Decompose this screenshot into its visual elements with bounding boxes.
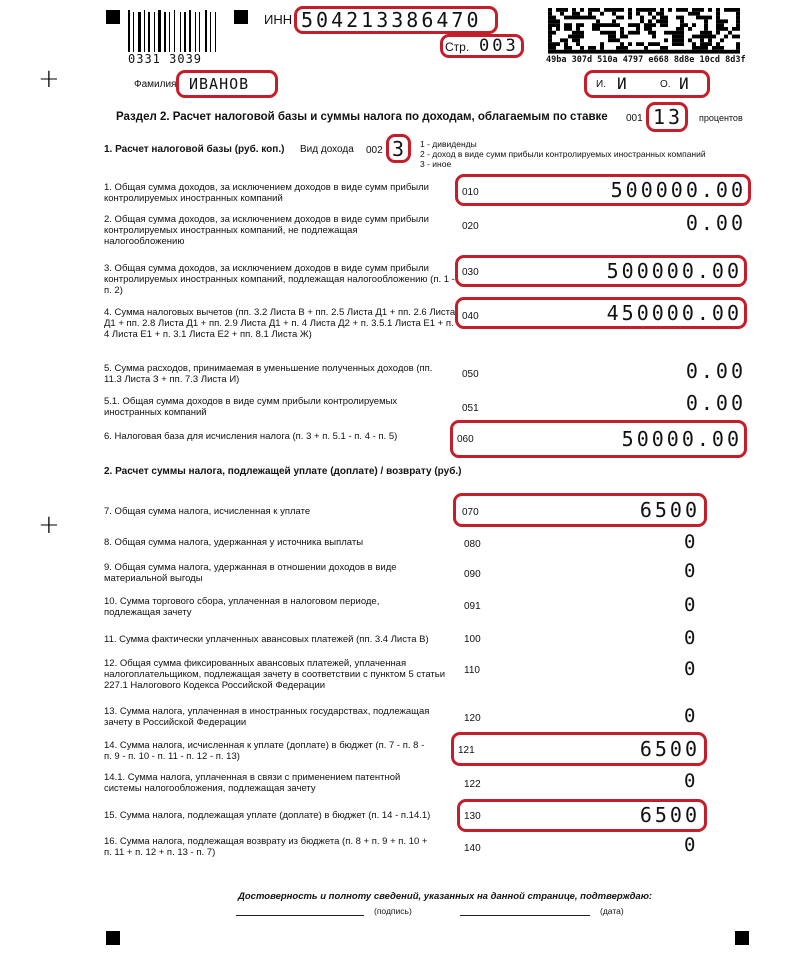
row-051-code: 051	[462, 403, 479, 414]
row-070-code: 070	[462, 507, 479, 518]
initial-patronymic-label: О.	[660, 79, 671, 90]
row-030-label: 3. Общая сумма доходов, за исключением доходов в виде сумм прибыли контролируемых иностранных компаний, подлежащая налогообложению (п. 1 - п. 2)	[104, 263, 455, 296]
row-040-code: 040	[462, 311, 479, 322]
initial-patronymic-value: И	[679, 74, 689, 93]
row-100-label: 11. Сумма фактически уплаченных авансовых платежей (пп. 3.4 Листа В)	[104, 634, 429, 645]
row-051-label: 5.1. Общая сумма доходов в виде сумм прибыли контролируемых иностранных компаний	[104, 396, 398, 418]
row-090-value: 0	[684, 560, 696, 582]
signature-label: (подпись)	[374, 906, 412, 916]
row-100-code: 100	[464, 634, 481, 645]
income-type-option: 2 - доход в виде сумм прибыли контролируемых иностранных компаний	[420, 149, 706, 159]
row-120-code: 120	[464, 713, 481, 724]
rate-unit: процентов	[699, 113, 743, 123]
part1-title: 1. Расчет налоговой базы (руб. коп.)	[104, 144, 285, 155]
row-140-code: 140	[464, 843, 481, 854]
corner-marker-top-left	[106, 10, 120, 24]
row-070-label: 7. Общая сумма налога, исчисленная к уплате	[104, 506, 311, 517]
corner-marker-top-center	[234, 10, 248, 24]
registration-cross: +	[38, 510, 60, 540]
income-type-option: 3 - иное	[420, 159, 452, 169]
row-051-value: 0.00	[685, 391, 746, 415]
data-matrix-text: 49ba 307d 510a 4797 e668 8d8e 10cd 8d3f	[546, 55, 746, 65]
income-type-label: Вид дохода	[300, 144, 354, 155]
corner-marker-bottom-left	[106, 931, 120, 945]
row-091-label: 10. Сумма торгового сбора, уплаченная в налоговом периоде, подлежащая зачету	[104, 596, 380, 618]
row-040-value: 450000.00	[606, 301, 742, 325]
row-121-code: 121	[458, 745, 475, 756]
row-080-label: 8. Общая сумма налога, удержанная у источника выплаты	[104, 537, 364, 548]
row-050-code: 050	[462, 369, 479, 380]
row-090-code: 090	[464, 569, 481, 580]
surname-label: Фамилия	[134, 79, 177, 90]
row-060-code: 060	[457, 434, 474, 445]
row-110-label: 12. Общая сумма фиксированных авансовых платежей, уплаченная налогоплательщиком, подлежащая зачету в соответствии с пунктом 5 статьи 227.1 Налогового Кодекса Российской Федерации	[104, 658, 446, 691]
page-label: Стр.	[445, 40, 470, 54]
row-010-code: 010	[462, 187, 479, 198]
row-080-value: 0	[684, 531, 696, 553]
row-030-value: 500000.00	[606, 259, 742, 283]
part2-title: 2. Расчет суммы налога, подлежащей уплате (доплате) / возврату (руб.)	[104, 466, 462, 477]
inn-label: ИНН	[264, 12, 293, 27]
row-140-value: 0	[684, 834, 696, 856]
row-110-code: 110	[464, 665, 480, 676]
barcode	[128, 10, 218, 52]
row-130-code: 130	[464, 811, 481, 822]
initial-name-value: И	[617, 74, 627, 93]
page-number-field: 003	[440, 34, 524, 58]
confirmation-text: Достоверность и полноту сведений, указанных на данной странице, подтверждаю:	[238, 891, 653, 902]
row-122-code: 122	[464, 779, 481, 790]
row-030-code: 030	[462, 267, 479, 278]
row-080-code: 080	[464, 539, 481, 550]
row-100-value: 0	[684, 627, 696, 649]
row-110-value: 0	[684, 658, 696, 680]
row-020-label: 2. Общая сумма доходов, за исключением доходов в виде сумм прибыли контролируемых иностранных компаний, не подлежащая налогообложению	[104, 214, 429, 247]
row-121-label: 14. Сумма налога, исчисленная к уплате (доплате) в бюджет (п. 7 - п. 8 - п. 9 - п. 10 - п. 11 - п. 12 - п. 13)	[104, 740, 425, 762]
row-122-value: 0	[684, 770, 696, 792]
row-050-value: 0.00	[685, 359, 746, 383]
row-122-label: 14.1. Сумма налога, уплаченная в связи с применением патентной системы налогообложения, подлежащая зачету	[104, 772, 401, 794]
date-label: (дата)	[600, 906, 624, 916]
corner-marker-bottom-right	[735, 931, 749, 945]
row-060-value: 50000.00	[621, 427, 742, 451]
row-120-value: 0	[684, 705, 696, 727]
row-010-label: 1. Общая сумма доходов, за исключением доходов в виде сумм прибыли контролируемых иностранных компаний	[104, 182, 429, 204]
income-type-options	[420, 139, 706, 169]
row-121-value: 6500	[639, 737, 700, 761]
row-040-label: 4. Сумма налоговых вычетов (пп. 3.2 Листа В + пп. 2.5 Листа Д1 + пп. 2.6 Листа Д1 + пп. 2.8 Листа Д1 + пп. 2.9 Листа Д1 + п. 4 Листа Д2 + п. 3.5.1 Листа Е1 + п. 4 Листа Е1 + п. 3.1 Листа Е2 + пп. 8.1 Листа Ж)	[104, 307, 456, 340]
row-091-value: 0	[684, 594, 696, 616]
row-090-label: 9. Общая сумма налога, удержанная в отношении доходов в виде материальной выгоды	[104, 562, 397, 584]
rate-field: 13	[646, 102, 688, 132]
row-130-value: 6500	[639, 803, 700, 827]
row-020-code: 020	[462, 221, 479, 232]
income-type-option: 1 - дивиденды	[420, 139, 477, 149]
registration-cross: +	[38, 64, 60, 94]
row-010-value: 500000.00	[610, 178, 746, 202]
row-070-value: 6500	[639, 498, 700, 522]
row-130-label: 15. Сумма налога, подлежащая уплате (доплате) в бюджет (п. 14 - п.14.1)	[104, 810, 431, 821]
row-091-code: 091	[464, 601, 481, 612]
section-title: Раздел 2. Расчет налоговой базы и суммы налога по доходам, облагаемым по ставке	[116, 111, 608, 123]
date-line	[460, 915, 590, 916]
row-060-label: 6. Налоговая база для исчисления налога (п. 3 + п. 5.1 - п. 4 - п. 5)	[104, 431, 398, 442]
data-matrix-code	[548, 8, 740, 54]
income-type-field: 3	[386, 134, 411, 163]
initial-name-label: И.	[596, 79, 606, 90]
row-020-value: 0.00	[685, 211, 746, 235]
signature-line	[236, 915, 364, 916]
row-050-label: 5. Сумма расходов, принимаемая в уменьшение полученных доходов (пп. 11.3 Листа З + пп. 7.3 Листа И)	[104, 363, 433, 385]
income-type-code: 002	[366, 145, 383, 156]
inn-field: 504213386470	[294, 6, 498, 34]
barcode-number: 0331 3039	[128, 52, 203, 66]
rate-code: 001	[626, 113, 643, 124]
surname-field: ИВАНОВ	[176, 70, 278, 98]
row-120-label: 13. Сумма налога, уплаченная в иностранных государствах, подлежащая зачету в Российской Федерации	[104, 706, 430, 728]
row-140-label: 16. Сумма налога, подлежащая возврату из бюджета (п. 8 + п. 9 + п. 10 + п. 11 + п. 12 + п. 13 - п. 7)	[104, 836, 428, 858]
